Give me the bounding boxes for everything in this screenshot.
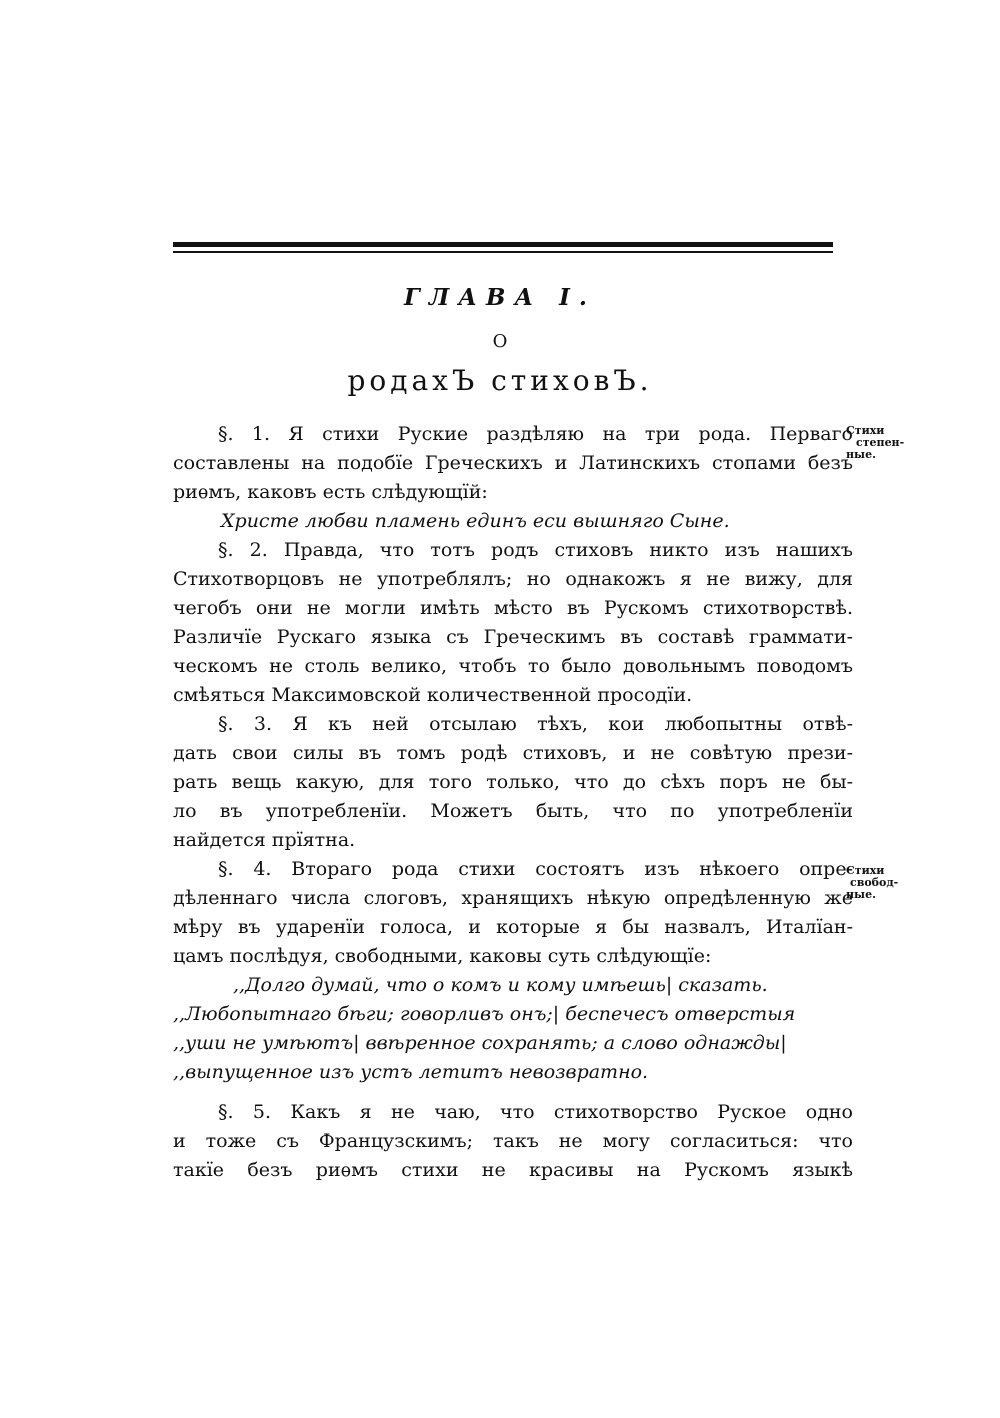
paragraph-2-line: ческомъ не столь велико, чтобъ то было довольнымъ поводомъ [173,655,853,677]
paragraph-2-line: §. 2. Правда, что тотъ родъ стиховъ никто изъ нашихъ [218,539,853,561]
paragraph-3-line: найдется прїятна. [173,829,356,851]
paragraph-5-line: такїе безъ риѳмъ стихи не красивы на Рускомъ языкѣ [173,1159,853,1181]
paragraph-2-line: смѣяться Максимовской количественной просодїи. [173,684,693,706]
verse-line: ,,Долго думай, что о комъ и кому имѣешь| сказать. [233,974,768,996]
paragraph-5-line: §. 5. Какъ я не чаю, что стихотворство Руское одно [218,1101,853,1123]
paragraph-1-line: риѳмъ, каковъ есть слѣдующїй: [173,481,488,503]
header-rule-thick [173,242,833,247]
verse-line: ,,уши не умѣютъ| ввѣренное сохранять; а слово однажды| [173,1032,787,1054]
paragraph-4-line: мѣру въ ударенїи голоса, и которые я бы назвалъ, Италїан- [173,916,853,938]
paragraph-5-line: и тоже съ Французскимъ; такъ не могу согласиться: что [173,1130,853,1152]
paragraph-1-line: составлены на подобїе Греческихъ и Латинскихъ стопами безъ [173,452,853,474]
paragraph-4-line: дѣленнаго числа слоговъ, хранящихъ нѣкую опредѣленную же [173,887,853,909]
verse-line: ,,выпущенное изъ устъ летитъ невозвратно. [173,1061,649,1083]
margin-note-2: Стихи свобод- ные. [846,864,899,901]
paragraph-3-line: дать свои силы въ томъ родѣ стиховъ, и не совѣтую прези- [173,742,853,764]
paragraph-3-line: рать вещь какую, для того только, что до сѣхъ поръ не бы- [173,771,853,793]
chapter-title: родахЪ стиховЪ. [347,364,653,397]
paragraph-2-line: Стихотворцовъ не употреблялъ; но однакожъ я не вижу, для [173,568,853,590]
paragraph-2-line: чегобъ они не могли имѣть мѣсто въ Рускомъ стихотворствѣ. [173,597,853,619]
paragraph-gap [173,1087,853,1098]
header-rule-thin [173,251,833,253]
paragraph-1-line: §. 1. Я стихи Руские раздѣляю на три рода. Перваго [218,423,853,445]
paragraph-2-line: Различїе Рускаго языка съ Греческимъ въ составѣ граммати- [173,626,853,648]
paragraph-4-line: цамъ послѣдуя, свободными, каковы суть слѣдующїе: [173,945,712,967]
body-text [173,420,853,1185]
paragraph-1-example: Христе любви пламень единъ еси вышняго Сыне. [221,510,730,532]
chapter-heading: ГЛАВА I. [404,284,596,311]
chapter-about: О [492,331,508,352]
paragraph-4-line: §. 4. Втораго рода стихи состоятъ изъ нѣкоего опре- [218,858,853,880]
verse-line: ,,Любопытнаго бѣги; говорливъ онъ;| беспечесъ отверстыя [173,1003,796,1025]
margin-note-1: Стихи степен- ные. [846,424,905,461]
paragraph-3-line: §. 3. Я къ ней отсылаю тѣхъ, кои любопытны отвѣ- [218,713,853,735]
paragraph-3-line: ло въ употребленїи. Можетъ быть, что по употребленїи [173,800,853,822]
